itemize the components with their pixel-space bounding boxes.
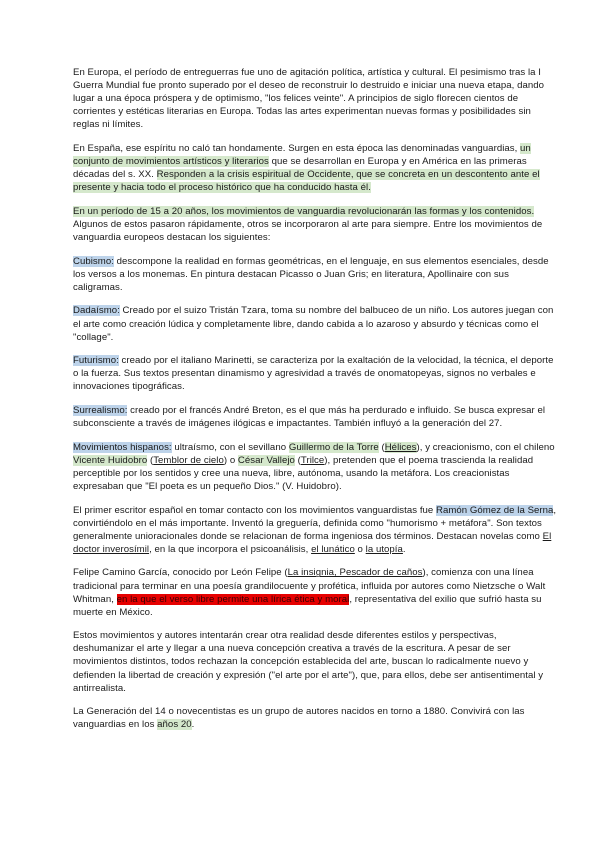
- text-run: ), y creacionismo, con el chileno: [416, 441, 555, 453]
- document-page: [73, 66, 559, 742]
- text-run: Dadaísmo:: [73, 305, 120, 317]
- text-run: .: [402, 543, 406, 555]
- text-run: que se desarrollan en Europa y en América en las primeras décadas del s. XX.: [73, 156, 527, 181]
- text-run: (: [147, 454, 154, 466]
- paragraph-4: [73, 255, 559, 294]
- text-run: un conjunto de movimientos artísticos y literarios: [73, 142, 531, 168]
- text-run: Guillermo de la Torre: [288, 441, 379, 453]
- text-run: Algunos de estos pasaron rápidamente, otros se incorporaron al arte para siempre. Entre los movimientos de vanguardia europeos destacan los siguientes:: [73, 218, 543, 244]
- text-run: Trilce: [300, 454, 325, 466]
- text-run: Estos movimientos y autores intentarán crear otra realidad desde diferentes estilos y perspectivas, deshumanizar el arte y llegar a una nueva concepción creativa a través de la escritura. A pesar de ser movimientos distintos, todos rechazan la concepción establecida del arte, buscan lo radicalmente nuevo y defienden la libertad de creación y expresión ("el arte por el arte"), que, para ellos, debe ser antisentimental y antirrealista.: [73, 630, 544, 694]
- text-run: la utopía: [365, 543, 403, 555]
- text-run: Hélices: [384, 441, 417, 453]
- text-run: Responden a la crisis espiritual de Occidente, que se concreta en un descontento ante el presente y hacia todo el proceso histórico que ha conducido hasta él.: [73, 169, 540, 194]
- text-run: Ramón Gómez de la Serna: [436, 504, 554, 516]
- paragraph-5: [73, 304, 559, 343]
- text-run: El doctor inverosímil: [73, 530, 552, 555]
- paragraph-3: [73, 205, 559, 244]
- text-run: descompone la realidad en formas geométricas, en el lenguaje, en sus elementos esenciales, desde los versos a los monemas. En pintura destacan Picasso o Juan Gris; en literatura, Apollinaire con sus caligramas.: [73, 255, 549, 293]
- text-run: Cubismo:: [73, 255, 114, 267]
- paragraph-6: [73, 354, 559, 393]
- paragraph-11: [73, 629, 559, 694]
- text-run: Felipe Camino García, conocido por León Felipe (: [73, 567, 288, 579]
- text-run: ), comienza con una línea tradicional para terminar en una poesía grandilocuente y profética, influida por autores como Nietzsche o Walt Whitman,: [73, 567, 546, 605]
- paragraph-12: [73, 705, 559, 731]
- text-run: En un período de 15 a 20 años, los movimientos de vanguardia revolucionarán las formas y los contenidos.: [73, 205, 535, 217]
- paragraph-7: [73, 404, 559, 430]
- text-run: creado por el italiano Marinetti, se caracteriza por la exaltación de la velocidad, la técnica, el deporte o la fuerza. Sus textos presentan dinamismo y agresividad a través de onomatopeyas, signos no verbales e innovaciones tipográficas.: [73, 355, 554, 393]
- text-run: o: [354, 543, 366, 555]
- paragraph-8: [73, 441, 559, 493]
- text-run: ultraísmo, con el sevillano: [171, 441, 289, 453]
- text-run: (: [378, 441, 385, 453]
- text-run: César Vallejo: [237, 454, 295, 466]
- text-run: El primer escritor español en tomar contacto con los movimientos vanguardistas fue: [73, 504, 437, 516]
- paragraph-10: [73, 566, 559, 618]
- text-run: Futurismo:: [73, 355, 119, 367]
- text-run: el lunático: [311, 543, 355, 555]
- paragraph-2: [73, 142, 559, 194]
- text-run: Creado por el suizo Tristán Tzara, toma su nombre del balbuceo de un niño. Los autores juegan con el arte como creación lúdica y completamente libre, dando cabida a lo azaroso y absurdo y técnicas como el "collage".: [73, 305, 554, 343]
- text-run: años 20: [157, 719, 192, 731]
- text-run: , en la que incorpora el psicoanálisis,: [149, 543, 312, 555]
- text-run: , representativa del exilio que sufrió hasta su muerte en México.: [73, 593, 542, 618]
- text-run: La Generación del 14 o novecentistas es un grupo de autores nacidos en torno a 1880. Convivirá con las vanguardias en los: [73, 706, 525, 731]
- text-run: Vicente Huidobro: [73, 454, 148, 466]
- text-run: creado por el francés André Breton, es el que más ha perdurado e influido. Se busca expresar el subconsciente a través de imágenes ilógicas e impactantes. También influyó a la generación del 27.: [73, 404, 546, 430]
- paragraph-1: [73, 66, 559, 131]
- text-run: Temblor de cielo: [153, 454, 224, 466]
- text-run: .: [191, 719, 195, 731]
- text-run: en la que el verso libre permite una lírica ética y moral: [116, 593, 350, 605]
- text-run: En España, ese espíritu no caló tan hondamente. Surgen en esta época las denominadas vanguardias,: [73, 142, 521, 154]
- text-run: En Europa, el período de entreguerras fue uno de agitación política, artística y cultural. El pesimismo tras la I Guerra Mundial fue pronto superado por el deseo de reconstruir lo destruido e iniciar una nueva etapa, dando lugar a una época próspera y de optimismo, "los felices veinte". A principios de siglo florecen cientos de corrientes y estéticas literarias en Europa. Todas las artes experimentan nuevas formas y posibilidades sin reglas ni límites.: [73, 67, 544, 131]
- text-run: Surrealismo:: [73, 404, 128, 416]
- text-run: Movimientos hispanos:: [73, 441, 172, 453]
- text-run: (: [294, 454, 301, 466]
- text-run: ) o: [223, 454, 238, 466]
- text-run: , convirtiéndolo en el más importante. Inventó la greguería, definida como "humorismo + metáfora". Son textos generalmente unioracionales donde se relacionan de forma ingeniosa dos términos. Destacan novelas como: [73, 504, 557, 542]
- paragraph-9: [73, 504, 559, 556]
- text-run: ), pretenden que el poema trascienda la realidad perceptible por los sentidos y cree una nueva, libre, autónoma, usando la metáfora. Los creacionistas expresaban que "El poeta es un pequeño Dios." (V. Huidobro).: [73, 454, 534, 492]
- text-run: La insignia, Pescador de caños: [287, 567, 423, 579]
